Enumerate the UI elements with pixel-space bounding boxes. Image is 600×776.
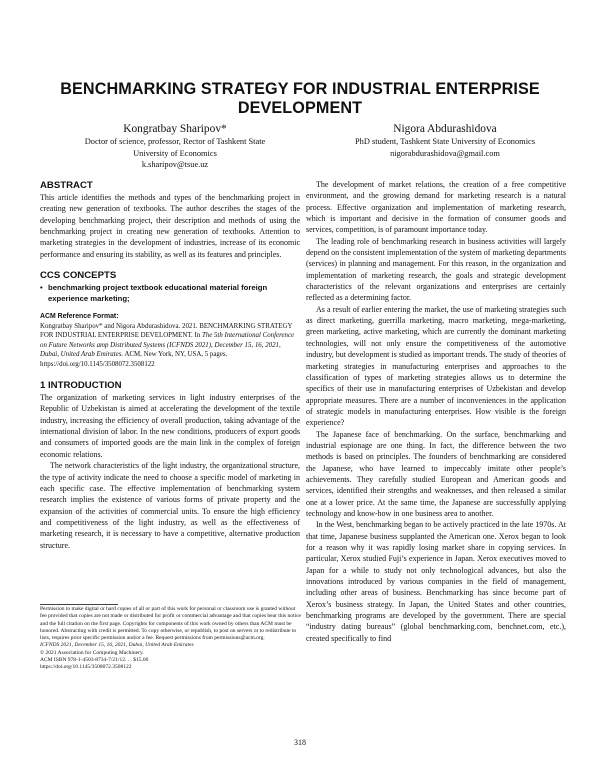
author-1-affiliation: Doctor of science, professor, Rector of Tashkent State [84, 137, 266, 146]
page-number: 318 [294, 738, 306, 747]
author-1-affiliation-cont: University of Economics [133, 148, 217, 158]
footnote-isbn: ACM ISBN 978-1-4503-8734-7/21/12. . . $15.00 [40, 657, 149, 664]
ccs-list [40, 282, 300, 304]
introduction-heading: 1 INTRODUCTION [40, 380, 122, 392]
author-1-name: Kongratbay Sharipov* [123, 123, 227, 135]
footnote-rule [40, 604, 118, 605]
acm-reference-publisher[interactable]: ACM, New York, NY, USA, 5 pages. https://doi.org/10.1145/3508072.3508122 [40, 351, 228, 368]
intro-paragraph-2: The network characteristics of the light industry, the organizational structure, the type of activity indicate the need to choose a specific model of marketing in each specific case. The effective implementation of benchmarking system research implies the existence of various forms of private property and the expansion of the activities of commercial units. To ensure the high efficiency and competitiveness of the light industry, as well as the effectiveness of marketing research, it is necessary to have a competitive, alternative production structure. [40, 461, 300, 550]
right-paragraph-3: As a result of earlier entering the market, the use of marketing strategies such as direct marketing, guerrilla marketing, macro marketing, mega-marketing, green marketing, active marketing, which are currently the dominant marketing technologies, will not only ensure the competitiveness of the automotive industry, but development is studied as important trends. The study of theories of marketing strategies in manufacturing enterprises and approaches to the classification of types of marketing strategies allows us to determine the specifics of their use in manufacturing enterprises of Uzbekistan and develop appropriate measures. There are a number of inconveniences in the application of strategic models in manufacturing enterprises. How visible is the foreign experience? [306, 304, 566, 428]
author-2-affiliation: PhD student, Tashkent State University of Economics [355, 137, 535, 146]
footnote-doi[interactable]: https://doi.org/10.1145/3508072.3508122 [40, 664, 132, 671]
right-paragraph-5: In the West, benchmarking began to be actively practiced in the late 1970s. At that time, Japanese business supplanted the American one. Xerox began to look for a reason why it was rapidly losing market share in copying services. In particular, Xerox studied Fuji’s experience in Japan. Xerox executives moved to Japan for a while to study not only technological advances, but also the innovations introduced by various companies in the field of management, including other areas of business. Benchmarking has since become part of Xerox’s business strategy. In Japan, the United States and other countries, benchmarking programs are developed by the government. There are special “industry dating bureaus” (global benchmarking.com, benchnet.com, etc.), created specifically to find [306, 520, 566, 643]
abstract-heading: ABSTRACT [40, 180, 93, 191]
permission-notice: Permission to make digital or hard copies of all or part of this work for personal or classroom use is granted without fee provided that copies are not made or distributed for profit or commercial advantage and that copies bear this notice and the full citation on the first page. Copyrights for components of this work owned by others than ACM must be honored. Abstracting with credit is permitted. To copy otherwise, or republish, to post on servers or to redistribute to lists, requires prior specific permission and/or a fee. Request permissions from permissions@acm.org. [40, 606, 302, 642]
acm-reference-text [40, 322, 300, 369]
author-2-email[interactable]: nigorabdurashidova@gmail.com [390, 148, 500, 158]
author-2-block [300, 122, 590, 159]
ccs-item [40, 282, 300, 304]
paper-title: BENCHMARKING STRATEGY FOR INDUSTRIAL ENTERPRISE DEVELOPMENT [60, 80, 540, 117]
left-column [40, 179, 300, 551]
right-paragraph-4: The Japanese face of benchmarking. On the surface, benchmarking and industrial espionage are one thing. In fact, the difference between the two methods is based on principles. The founders of benchmarking are considered the Japanese, who have learned to impeccably imitate other people’s achievements. They carefully studied European and American goods and services, identified their strengths and weaknesses, and then released a similar one at a lower price. At the same time, the Japanese are successfully applying technology and know-how in one business area to another. [306, 429, 566, 518]
intro-paragraph-1: The organization of marketing services in light industry enterprises of the Republic of Uzbekistan is aimed at accelerating the development of the textile industry, increasing the efficiency of overall production, taking advantage of the international division of labor. In the new conditions, producers of export goods and consumers of imported goods are the main link in the complex of foreign economic relations. [40, 393, 300, 459]
right-column [306, 179, 566, 644]
bullet-icon: • [40, 283, 43, 293]
author-1-block [40, 122, 310, 171]
acm-reference-authors: Kongratbay Sharipov* and Nigora Abdurashidova. 2021. BENCHMARKING STRATEGY FOR INDUSTRIAL ENTERPRISE DEVELOPMENT. In [40, 323, 293, 340]
author-2-name: Nigora Abdurashidova [393, 123, 497, 135]
abstract-text: This article identifies the methods and types of the benchmarking project in creating new generation of textbooks. The author describes the stages of the developing benchmarking project, their description and methods of using the benchmarking project in creating new generation of textbooks. Attention to marketing strategies in the development of industries, increase of its economic performance and ensuring its stability, as well as its features and principles. [40, 193, 300, 259]
ccs-item-text: benchmarking project textbook educational material foreign experience marketing; [48, 283, 268, 304]
author-1-email[interactable]: k.sharipov@tsue.uz [141, 160, 209, 170]
right-paragraph-1: The development of market relations, the creation of a free competitive environment, and the growing demand for marketing research is a natural process. Effective organization and implementation of marketing research, which is important and decisive in the formation of consumer goods and services, competition, is of paramount importance today. [306, 180, 566, 235]
footnote-block [40, 606, 302, 672]
acm-reference-heading: ACM Reference Format: [40, 313, 119, 321]
acm-reference-venue: The 5th International Conference on Future Networks amp Distributed Systems (ICFNDS 2021), December 15, 16, 2021, Dubai, United Arab Emirates. [40, 332, 295, 359]
right-paragraph-2: The leading role of benchmarking research in business activities will largely depend on the consistent implementation of the system of marketing departments (services) in planning and management. For this reason, in the organization and implementation of marketing research, the goals and strategic development characteristics of the relevant organizations and enterprises are certainly reflected as a determining factor. [306, 236, 566, 303]
footnote-venue: ICFNDS 2021, December 15, 16, 2021, Dubai, United Arab Emirates [40, 642, 194, 649]
ccs-heading: CCS CONCEPTS [40, 270, 117, 282]
footnote-copyright: © 2021 Association for Computing Machinery. [40, 649, 144, 656]
